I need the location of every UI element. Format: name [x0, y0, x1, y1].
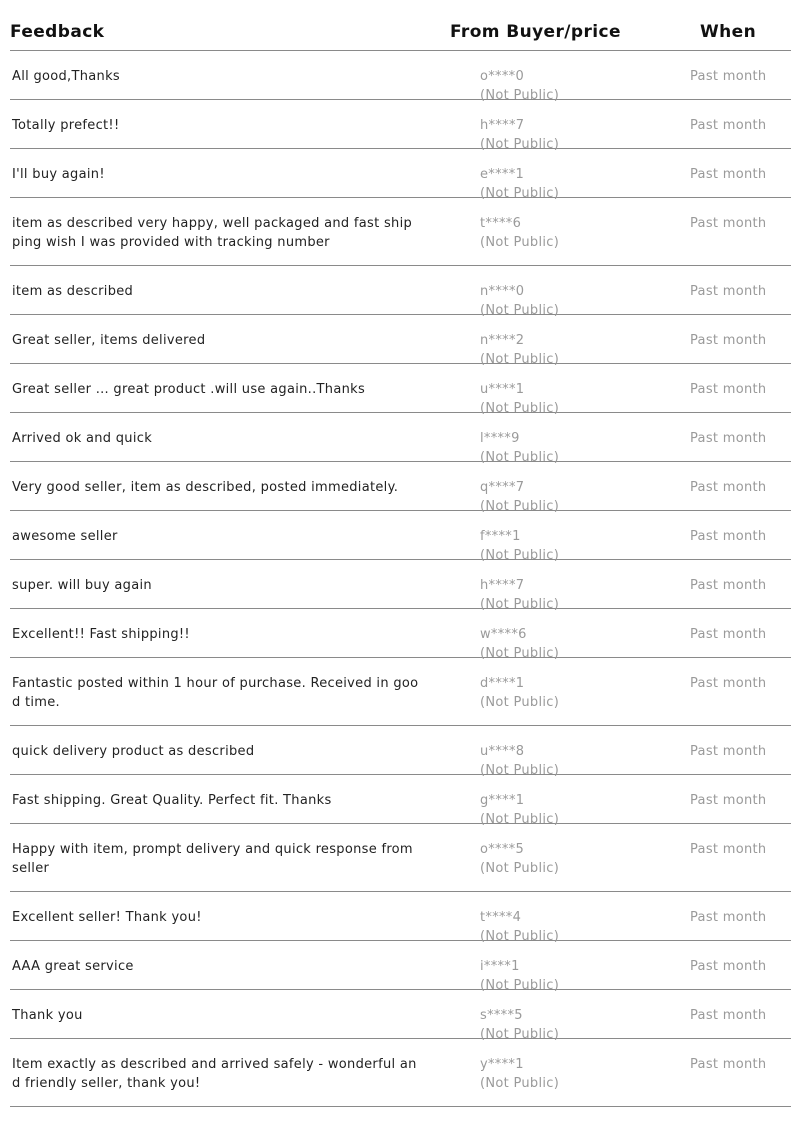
feedback-text: Great seller, items delivered: [12, 333, 206, 348]
when-text: Past month: [690, 69, 767, 84]
feedback-text: Very good seller, item as described, posted immediately.: [12, 480, 399, 495]
feedback-column-header: Feedback: [10, 22, 105, 42]
when-text: Past month: [690, 333, 767, 348]
when-text: Past month: [690, 216, 767, 231]
when-text: Past month: [690, 793, 767, 808]
table-row: [10, 941, 791, 993]
table-row: [10, 726, 791, 778]
buyer-visibility: (Not Public): [480, 303, 560, 318]
buyer-cell: [480, 840, 559, 878]
buyer-id: h****7: [480, 578, 525, 593]
when-text: Past month: [690, 1008, 767, 1023]
feedback-text: super. will buy again: [12, 578, 152, 593]
buyer-id: t****4: [480, 910, 522, 925]
when-text: Past month: [690, 578, 767, 593]
buyer-visibility: (Not Public): [480, 548, 560, 563]
buyer-visibility: (Not Public): [480, 861, 560, 876]
feedback-text: Arrived ok and quick: [12, 431, 153, 446]
when-text: Past month: [690, 382, 767, 397]
table-row: [10, 560, 791, 612]
when-text: Past month: [690, 529, 767, 544]
table-row: [10, 892, 791, 944]
feedback-text: awesome seller: [12, 529, 118, 544]
when-column-header: When: [700, 22, 757, 42]
buyer-visibility: (Not Public): [480, 450, 560, 465]
table-row: [10, 775, 791, 827]
buyer-visibility: (Not Public): [480, 352, 560, 367]
buyer-id: q****7: [480, 480, 525, 495]
buyer-id: l****9: [480, 431, 520, 446]
buyer-id: g****1: [480, 793, 525, 808]
when-text: Past month: [690, 676, 767, 691]
buyer-id: o****0: [480, 69, 525, 84]
table-row: [10, 658, 791, 726]
buyer-id: h****7: [480, 118, 525, 133]
buyer-id: t****6: [480, 216, 522, 231]
feedback-table: [10, 0, 791, 1107]
table-row: [10, 315, 791, 367]
buyer-visibility: (Not Public): [480, 812, 560, 827]
feedback-text: item as described: [12, 284, 134, 299]
table-header: [10, 0, 791, 51]
buyer-id: i****1: [480, 959, 520, 974]
table-row: [10, 149, 791, 201]
feedback-text: Fast shipping. Great Quality. Perfect fit. Thanks: [12, 793, 332, 808]
when-text: Past month: [690, 627, 767, 642]
buyer-cell: [480, 674, 559, 712]
feedback-text: All good,Thanks: [12, 69, 120, 84]
buyer-id: w****6: [480, 627, 527, 642]
when-text: Past month: [690, 284, 767, 299]
buyer-visibility: (Not Public): [480, 646, 560, 661]
buyer-visibility: (Not Public): [480, 88, 560, 103]
buyer-id: y****1: [480, 1057, 524, 1072]
table-row: [10, 364, 791, 416]
when-text: Past month: [690, 118, 767, 133]
buyer-id: f****1: [480, 529, 521, 544]
buyer-id: n****2: [480, 333, 525, 348]
feedback-text: Thank you: [12, 1008, 83, 1023]
table-row: [10, 462, 791, 514]
buyer-visibility: (Not Public): [480, 401, 560, 416]
buyer-id: n****0: [480, 284, 525, 299]
buyer-id: s****5: [480, 1008, 523, 1023]
table-row: [10, 413, 791, 465]
feedback-text: quick delivery product as described: [12, 744, 255, 759]
when-text: Past month: [690, 744, 767, 759]
when-text: Past month: [690, 959, 767, 974]
feedback-text: Fantastic posted within 1 hour of purchase. Received in good time.: [12, 676, 419, 710]
table-row: [10, 824, 791, 892]
when-text: Past month: [690, 480, 767, 495]
feedback-text: Excellent seller! Thank you!: [12, 910, 202, 925]
buyer-column-header: From Buyer/price: [450, 22, 621, 42]
buyer-visibility: (Not Public): [480, 1076, 560, 1091]
when-text: Past month: [690, 431, 767, 446]
feedback-text: Totally prefect!!: [12, 118, 120, 133]
table-row: [10, 198, 791, 266]
buyer-visibility: (Not Public): [480, 763, 560, 778]
buyer-visibility: (Not Public): [480, 597, 560, 612]
feedback-text: Item exactly as described and arrived safely - wonderful and friendly seller, thank you!: [12, 1057, 417, 1091]
feedback-text: AAA great service: [12, 959, 134, 974]
feedback-text: Excellent!! Fast shipping!!: [12, 627, 190, 642]
feedback-text: Happy with item, prompt delivery and quick response from seller: [12, 842, 413, 876]
buyer-visibility: (Not Public): [480, 235, 560, 250]
table-row: [10, 1039, 791, 1107]
feedback-text: Great seller ... great product .will use again..Thanks: [12, 382, 366, 397]
buyer-visibility: (Not Public): [480, 978, 560, 993]
buyer-cell: [480, 214, 559, 252]
table-row: [10, 511, 791, 563]
table-row: [10, 990, 791, 1042]
when-text: Past month: [690, 1057, 767, 1072]
buyer-visibility: (Not Public): [480, 186, 560, 201]
when-text: Past month: [690, 910, 767, 925]
buyer-visibility: (Not Public): [480, 499, 560, 514]
table-row: [10, 100, 791, 152]
buyer-visibility: (Not Public): [480, 695, 560, 710]
feedback-text: I'll buy again!: [12, 167, 105, 182]
buyer-id: e****1: [480, 167, 525, 182]
buyer-id: u****8: [480, 744, 525, 759]
buyer-id: u****1: [480, 382, 525, 397]
when-text: Past month: [690, 842, 767, 857]
buyer-visibility: (Not Public): [480, 1027, 560, 1042]
table-row: [10, 266, 791, 318]
feedback-text: item as described very happy, well packaged and fast shipping wish I was provided with tracking number: [12, 216, 413, 250]
buyer-cell: [480, 1055, 559, 1093]
table-row: [10, 51, 791, 103]
buyer-visibility: (Not Public): [480, 929, 560, 944]
buyer-visibility: (Not Public): [480, 137, 560, 152]
buyer-id: o****5: [480, 842, 525, 857]
buyer-id: d****1: [480, 676, 525, 691]
table-row: [10, 609, 791, 661]
when-text: Past month: [690, 167, 767, 182]
